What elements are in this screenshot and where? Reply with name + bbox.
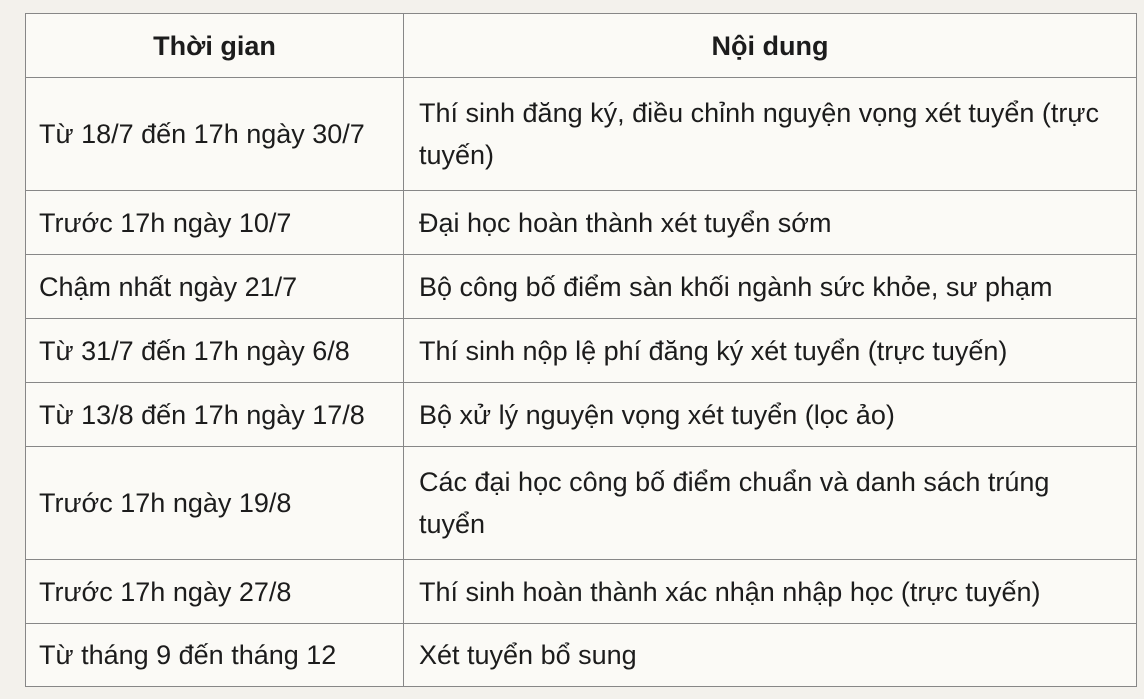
time-cell: Trước 17h ngày 10/7: [26, 191, 404, 255]
column-header-time: Thời gian: [26, 14, 404, 78]
column-header-content: Nội dung: [404, 14, 1137, 78]
time-cell: Từ tháng 9 đến tháng 12: [26, 624, 404, 687]
header-row: [26, 14, 1137, 78]
table-row: [26, 447, 1137, 560]
table-row: [26, 560, 1137, 624]
table-row: [26, 255, 1137, 319]
table-row: [26, 191, 1137, 255]
time-cell: Trước 17h ngày 27/8: [26, 560, 404, 624]
table-row: [26, 319, 1137, 383]
content-cell: Đại học hoàn thành xét tuyển sớm: [404, 191, 1137, 255]
time-cell: Trước 17h ngày 19/8: [26, 447, 404, 560]
table-row: [26, 78, 1137, 191]
time-cell: Từ 18/7 đến 17h ngày 30/7: [26, 78, 404, 191]
content-cell: Các đại học công bố điểm chuẩn và danh sách trúng tuyển: [404, 447, 1137, 560]
admission-schedule-table: [25, 13, 1137, 687]
time-cell: Từ 31/7 đến 17h ngày 6/8: [26, 319, 404, 383]
content-cell: Thí sinh hoàn thành xác nhận nhập học (trực tuyến): [404, 560, 1137, 624]
content-cell: Thí sinh nộp lệ phí đăng ký xét tuyển (trực tuyến): [404, 319, 1137, 383]
time-cell: Từ 13/8 đến 17h ngày 17/8: [26, 383, 404, 447]
time-cell: Chậm nhất ngày 21/7: [26, 255, 404, 319]
schedule-table-container: [25, 13, 1137, 687]
content-cell: Xét tuyển bổ sung: [404, 624, 1137, 687]
table-row: [26, 383, 1137, 447]
content-cell: Bộ xử lý nguyện vọng xét tuyển (lọc ảo): [404, 383, 1137, 447]
content-cell: Thí sinh đăng ký, điều chỉnh nguyện vọng xét tuyển (trực tuyến): [404, 78, 1137, 191]
table-row: [26, 624, 1137, 687]
content-cell: Bộ công bố điểm sàn khối ngành sức khỏe, sư phạm: [404, 255, 1137, 319]
